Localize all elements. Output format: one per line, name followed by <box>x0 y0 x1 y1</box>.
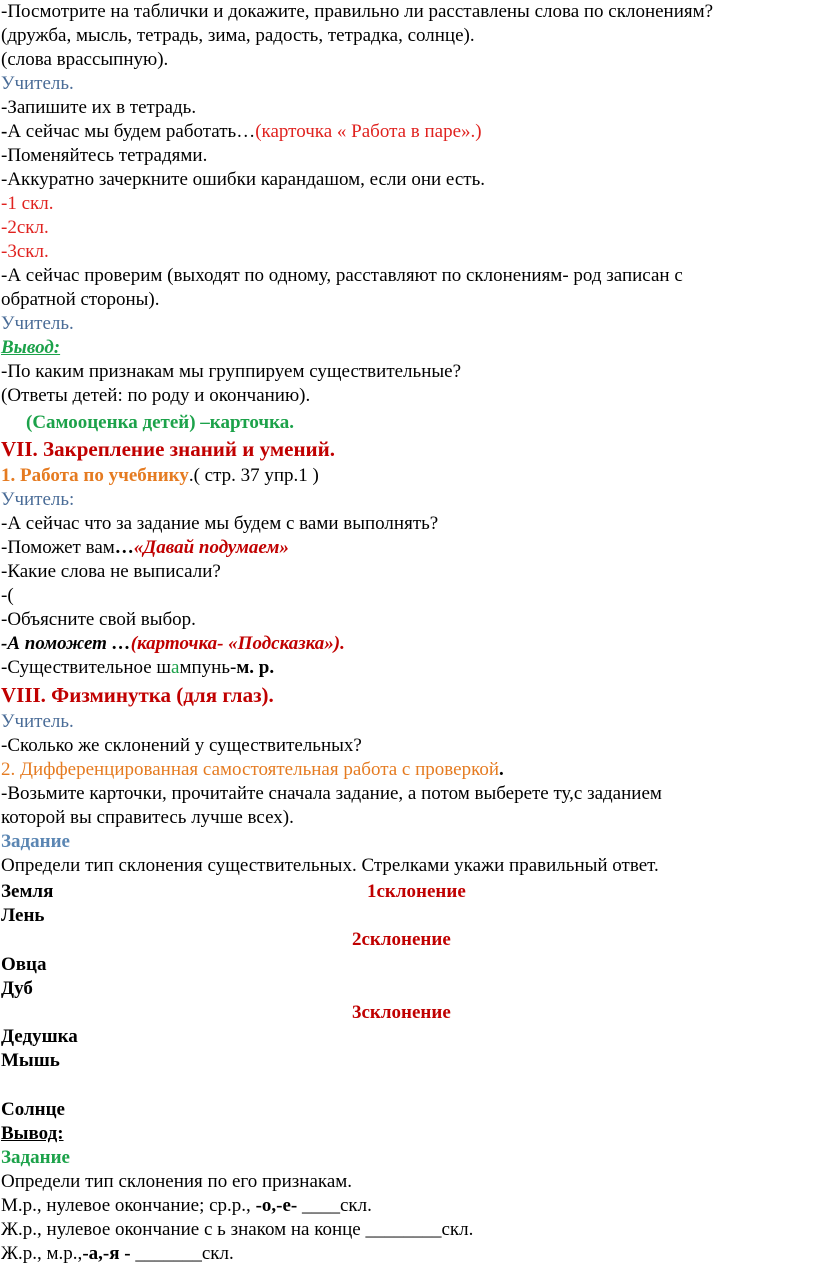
differentiated-task <box>1 758 504 782</box>
gender-mark: м. р. <box>236 657 275 678</box>
open-paren-line: -( <box>1 585 14 606</box>
rule-line-1 <box>1 1194 372 1218</box>
section-heading-vii: VII. Закрепление знаний и умений. <box>1 437 336 461</box>
teacher-label: Учитель. <box>1 313 74 334</box>
helper-line <box>1 536 289 560</box>
word-sun: Солнце <box>1 1099 65 1120</box>
textbook-ref: .( стр. 37 упр.1 ) <box>188 465 319 486</box>
instruction-swap: -Поменяйтесь тетрадями. <box>1 145 208 166</box>
cards-instruction-cont: которой вы справитесь лучше всех). <box>1 807 294 828</box>
instruction-cross-out: -Аккуратно зачеркните ошибки карандашом, если они есть. <box>1 169 485 190</box>
helper-text: -Поможет вам <box>1 537 115 558</box>
noun-text-rest: мпунь- <box>179 657 237 678</box>
instruction-write: -Запишите их в тетрадь. <box>1 97 197 118</box>
cards-instruction: -Возьмите карточки, прочитайте сначала задание, а потом выберете ту,с заданием <box>1 783 662 804</box>
word-oak: Дуб <box>1 978 33 999</box>
declension-1-target: 1склонение <box>367 881 466 902</box>
ending-mark: -о,-е- <box>255 1195 298 1216</box>
task-text-2: Определи тип склонения по его признакам. <box>1 1171 353 1192</box>
hint-card-line <box>1 632 345 656</box>
helper-title: «Давай подумаем» <box>133 537 289 558</box>
explain-choice: -Объясните свой выбор. <box>1 609 196 630</box>
ellipsis: … <box>114 537 134 558</box>
self-assessment: (Самооценка детей) –карточка. <box>26 412 295 433</box>
grouping-question: -По каким признакам мы группируем существительные? <box>1 361 462 382</box>
task-text: Определи тип склонения существительных. Стрелками укажи правильный ответ. <box>1 855 659 876</box>
word-laziness: Лень <box>1 905 45 926</box>
highlighted-vowel: а <box>171 657 180 678</box>
section-heading-viii: VIII. Физминутка (для глаз). <box>1 683 274 707</box>
teacher-label: Учитель. <box>1 711 74 732</box>
missing-words-question: -Какие слова не выписали? <box>1 561 221 582</box>
pair-work-card: (карточка « Работа в паре».) <box>255 121 482 142</box>
declension-3: -3скл. <box>1 241 49 262</box>
period: . <box>499 759 504 780</box>
declension-2-target: 2склонение <box>352 929 451 950</box>
pair-work-line <box>1 120 482 144</box>
noun-text: -Существительное ш <box>1 657 172 678</box>
blank-field: ____скл. <box>297 1195 372 1216</box>
intro-question: -Посмотрите на таблички и докажите, правильно ли расставлены слова по склонениям? <box>1 1 714 22</box>
pair-work-text: А сейчас мы будем работать… <box>7 121 256 142</box>
rule-text: М.р., нулевое окончание; ср.р., <box>1 1195 256 1216</box>
word-mouse: Мышь <box>1 1050 60 1071</box>
hint-text: -А поможет … <box>1 633 131 654</box>
word-list: (дружба, мысль, тетрадь, зима, радость, тетрадка, солнце). <box>1 25 475 46</box>
ending-mark: -а,-я - <box>82 1243 131 1264</box>
textbook-label: 1. Работа по учебнику <box>1 465 189 486</box>
teacher-label: Учитель. <box>1 73 74 94</box>
task-question: -А сейчас что за задание мы будем с вами выполнять? <box>1 513 439 534</box>
note-scattered: (слова врассыпную). <box>1 49 169 70</box>
word-grandfather: Дедушка <box>1 1026 78 1047</box>
textbook-task <box>1 464 319 488</box>
declensions-question: -Сколько же склонений у существительных? <box>1 735 362 756</box>
rule-line-2: Ж.р., нулевое окончание с ь знаком на конце ________скл. <box>1 1219 474 1240</box>
differentiated-label: 2. Дифференцированная самостоятельная работа с проверкой <box>1 759 499 780</box>
hint-card: (карточка- «Подсказка»). <box>130 633 345 654</box>
task-heading-2: Задание <box>1 1147 70 1168</box>
word-sheep: Овца <box>1 954 47 975</box>
children-answer: (Ответы детей: по роду и окончанию). <box>1 385 311 406</box>
check-instruction-cont: обратной стороны). <box>1 289 160 310</box>
teacher-label: Учитель: <box>1 489 75 510</box>
declension-3-target: 3склонение <box>352 1002 451 1023</box>
rule-line-3 <box>1 1242 234 1266</box>
dash: - <box>1 121 8 142</box>
conclusion-heading: Вывод: <box>1 337 61 358</box>
word-earth: Земля <box>1 881 54 902</box>
declension-1: -1 скл. <box>1 193 54 214</box>
check-instruction: -А сейчас проверим (выходят по одному, расставляют по склонениям- род записан с <box>1 265 683 286</box>
declension-2: -2скл. <box>1 217 49 238</box>
shampoo-line <box>1 656 274 680</box>
task-heading: Задание <box>1 831 70 852</box>
conclusion-heading-2: Вывод: <box>1 1123 64 1144</box>
rule-text: Ж.р., м.р., <box>1 1243 83 1264</box>
blank-field: _______скл. <box>130 1243 234 1264</box>
